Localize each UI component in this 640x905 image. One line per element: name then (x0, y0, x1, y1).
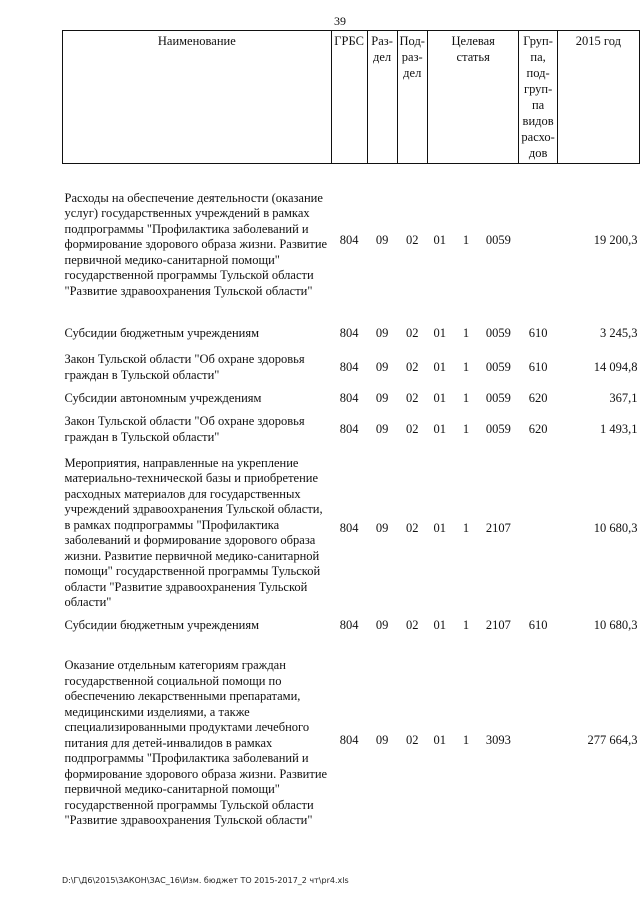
table-row (63, 164, 640, 318)
row-name: Закон Тульской области "Об охране здоровья граждан в Тульской области" (64, 414, 305, 444)
row-target-article (427, 611, 518, 641)
row-podrazdel: 02 (406, 421, 419, 436)
row-name: Мероприятия, направленные на укрепление материально-технической базы и приобретение расходных материалов для государственных учреждений здравоохранения Тульской области, в рамках подпрограммы "Профилактика заболеваний и формирование здорового образа жизни. Развитие первичной медико-санитарной помощи" государственной программы Тульской области "Развитие здравоохранения Тульской области" (64, 455, 323, 609)
row-amount: 3 245,3 (600, 325, 638, 340)
row-grbs: 804 (339, 233, 359, 247)
row-grbs: 804 (339, 617, 359, 632)
target-article-part: 1 (462, 325, 470, 340)
table-row (63, 350, 640, 386)
row-amount: 277 664,3 (587, 732, 638, 747)
row-amount: 10 680,3 (593, 617, 638, 632)
table-row (63, 412, 640, 448)
target-article-part: 01 (433, 617, 446, 632)
row-target-article (427, 641, 518, 841)
row-target-article (427, 164, 518, 318)
row-podrazdel: 02 (406, 732, 419, 747)
target-article-part: 01 (433, 390, 446, 405)
target-article-part: 01 (433, 325, 446, 340)
target-article-part: 01 (433, 421, 446, 436)
row-name: Субсидии бюджетным учреждениям (64, 325, 260, 340)
row-name: Расходы на обеспечение деятельности (оказание услуг) государственных учреждений в рамках подпрограммы "Профилактика заболеваний и формирование здорового образа жизни. Развитие первичной медико-санитарной помощи" государственной программы Тульской области "Развитие здравоохранения Тульской области" (64, 190, 328, 298)
row-podrazdel: 02 (406, 521, 419, 536)
target-article-part: 1 (462, 233, 470, 247)
row-group: 610 (528, 359, 548, 374)
target-article-part: 1 (462, 732, 470, 747)
header-group: Груп- па, под- груп- па видов расхо- дов (519, 31, 557, 164)
row-amount: 10 680,3 (593, 521, 638, 536)
row-grbs: 804 (339, 732, 359, 747)
header-year: 2015 год (557, 31, 639, 164)
row-grbs: 804 (339, 521, 359, 536)
target-article-part: 01 (433, 521, 446, 536)
row-amount: 1 493,1 (600, 421, 638, 436)
target-article-part: 1 (462, 359, 470, 374)
header-name: Наименование (63, 31, 332, 164)
row-group: 620 (528, 390, 548, 405)
row-grbs: 804 (339, 421, 359, 436)
header-row (63, 31, 640, 164)
target-article-part: 1 (462, 521, 470, 536)
row-group (519, 164, 557, 318)
target-article-part: 01 (433, 732, 446, 747)
row-name: Субсидии автономным учреждениям (64, 390, 262, 405)
row-podrazdel: 02 (406, 390, 419, 405)
target-article-part: 2107 (485, 617, 511, 632)
table-row (63, 641, 640, 841)
row-amount: 19 200,3 (593, 233, 638, 247)
row-podrazdel: 02 (406, 359, 419, 374)
row-razdel: 09 (375, 617, 389, 632)
row-target-article (427, 318, 518, 350)
target-article-part: 01 (433, 233, 446, 247)
row-razdel: 09 (375, 521, 389, 536)
row-razdel: 09 (375, 359, 389, 374)
table-row (63, 318, 640, 350)
row-podrazdel: 02 (406, 325, 419, 340)
row-podrazdel: 02 (406, 233, 419, 247)
row-razdel: 09 (375, 233, 389, 247)
target-article-part: 2107 (485, 521, 511, 536)
header-podrazdel: Под- раз- дел (397, 31, 427, 164)
row-grbs: 804 (339, 359, 359, 374)
header-razdel: Раз- дел (367, 31, 397, 164)
row-grbs: 804 (339, 325, 359, 340)
table-row (63, 386, 640, 412)
row-grbs: 804 (339, 390, 359, 405)
budget-table (62, 30, 640, 841)
header-grbs: ГРБС (331, 31, 367, 164)
row-razdel: 09 (375, 390, 389, 405)
header-target: Целевая статья (427, 31, 518, 164)
row-podrazdel: 02 (406, 617, 419, 632)
target-article-part: 01 (433, 359, 446, 374)
row-target-article (427, 448, 518, 611)
row-group: 620 (528, 421, 548, 436)
row-razdel: 09 (375, 325, 389, 340)
target-article-part: 1 (462, 421, 470, 436)
row-name: Субсидии бюджетным учреждениям (64, 617, 260, 632)
page-number: 39 (334, 14, 346, 28)
target-article-part: 3093 (485, 732, 511, 747)
row-group: 610 (528, 325, 548, 340)
table-row (63, 448, 640, 611)
row-name: Закон Тульской области "Об охране здоровья граждан в Тульской области" (64, 352, 305, 382)
row-amount: 367,1 (609, 390, 638, 405)
target-article-part: 1 (462, 617, 470, 632)
table-row (63, 611, 640, 641)
target-article-part: 1 (462, 390, 470, 405)
row-name: Оказание отдельным категориям граждан государственной социальной помощи по обеспечению лекарственными препаратами, медицинскими изделиями, а также специализированными продуктами лечебного питания для детей-инвалидов в рамках подпрограммы "Профилактика заболеваний и формирование здорового образа жизни. Развитие первичной медико-санитарной помощи" государственной программы Тульской области "Развитие здравоохранения Тульской области" (64, 658, 328, 828)
target-article-part: 0059 (485, 359, 511, 374)
row-group: 610 (528, 617, 548, 632)
file-path-footer: D:\Г\Д6\2015\ЗАКОН\ЗАС_16\Изм. бюджет ТО 2015-2017_2 чт\pr4.xls (62, 876, 349, 885)
target-article-part: 0059 (485, 233, 511, 247)
target-article-part: 0059 (485, 325, 511, 340)
row-group (519, 448, 557, 611)
row-target-article (427, 412, 518, 448)
row-razdel: 09 (375, 732, 389, 747)
row-razdel: 09 (375, 421, 389, 436)
target-article-part: 0059 (485, 390, 511, 405)
row-target-article (427, 386, 518, 412)
row-target-article (427, 350, 518, 386)
row-group (519, 641, 557, 841)
target-article-part: 0059 (485, 421, 511, 436)
row-amount: 14 094,8 (593, 359, 638, 374)
